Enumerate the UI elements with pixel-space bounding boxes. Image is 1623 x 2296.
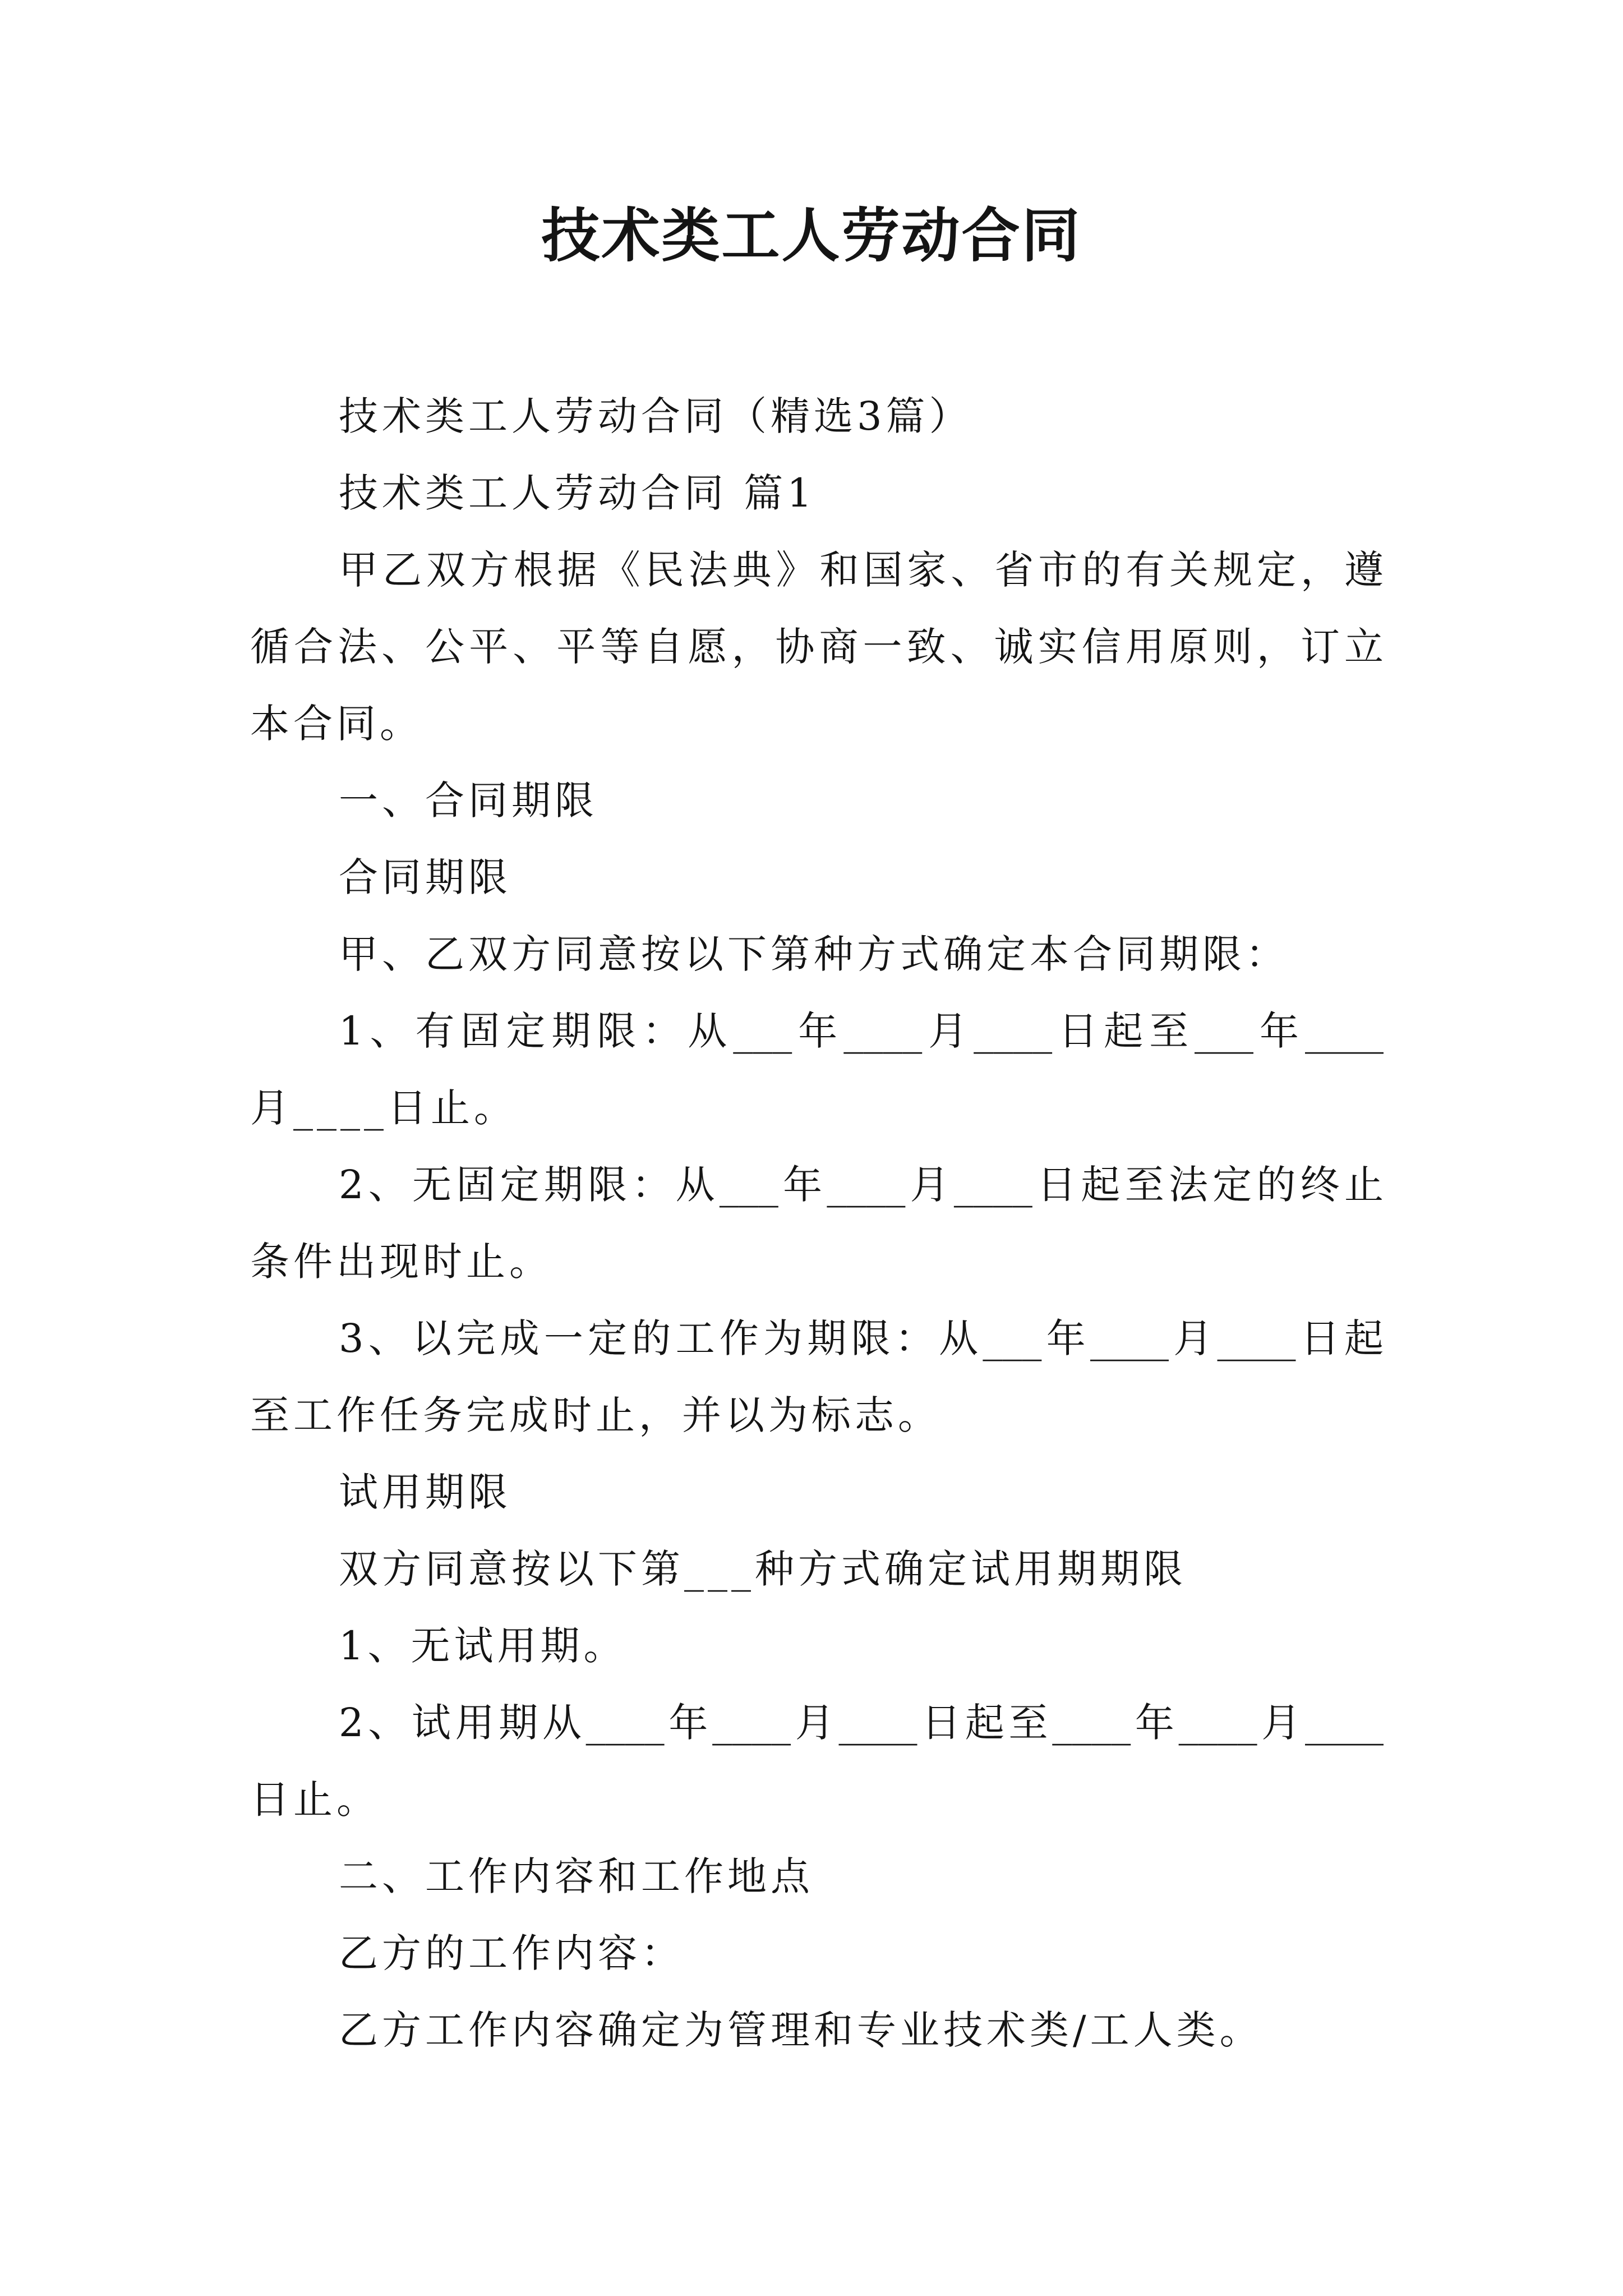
text-line: 本合同。 [250,701,423,747]
document-body [250,378,1384,2069]
text-line: 日止。 [250,1777,380,1823]
paragraph [250,532,1384,762]
list-item [250,1147,1384,1300]
subsection-heading [250,839,1384,916]
text-line: 技术类工人劳动合同 篇1 [339,470,816,516]
part-heading [250,455,1384,532]
text-line: 合同期限 [339,854,511,900]
list-item [250,1685,1384,1838]
list-item [250,1608,1384,1685]
document-title: 技术类工人劳动合同 [541,201,1082,270]
text-line: 1、有固定期限：从___年____月____日起至___年____ [339,1008,1384,1054]
text-line: 条件出现时止。 [250,1239,552,1285]
paragraph [250,1915,1384,1992]
paragraph [250,1992,1384,2069]
text-line: 双方同意按以下第___种方式确定试用期期限 [339,1546,1187,1592]
subsection-heading [250,1454,1384,1531]
text-line: 试用期限 [339,1469,511,1515]
text-line: 月____日止。 [250,1085,517,1131]
paragraph [250,1531,1384,1608]
text-line: 一、合同期限 [339,777,598,823]
text-line: 乙方的工作内容： [339,1930,684,1976]
text-line: 1、无试用期。 [339,1623,627,1669]
text-line: 2、试用期从____年____月____日起至____年____月____ [339,1700,1384,1746]
text-line: 二、工作内容和工作地点 [339,1853,814,1899]
paragraph [250,916,1384,993]
text-line: 乙方工作内容确定为管理和专业技术类/工人类。 [339,2007,1263,2053]
text-line: 甲乙双方根据《民法典》和国家、省市的有关规定，遵 [339,547,1384,593]
text-line: 至工作任务完成时止，并以为标志。 [250,1392,941,1438]
text-line: 甲、乙双方同意按以下第种方式确定本合同期限： [339,931,1289,977]
list-item [250,1300,1384,1454]
text-line: 2、无固定期限：从___年____月____日起至法定的终止 [339,1162,1384,1208]
document-subtitle [250,378,1384,455]
section-heading [250,762,1384,839]
text-line: 3、以完成一定的工作为期限：从___年____月____日起 [339,1315,1384,1361]
section-heading [250,1838,1384,1915]
text-line: 技术类工人劳动合同（精选3篇） [339,393,972,439]
text-line: 循合法、公平、平等自愿，协商一致、诚实信用原则，订立 [250,624,1384,670]
list-item [250,993,1384,1147]
